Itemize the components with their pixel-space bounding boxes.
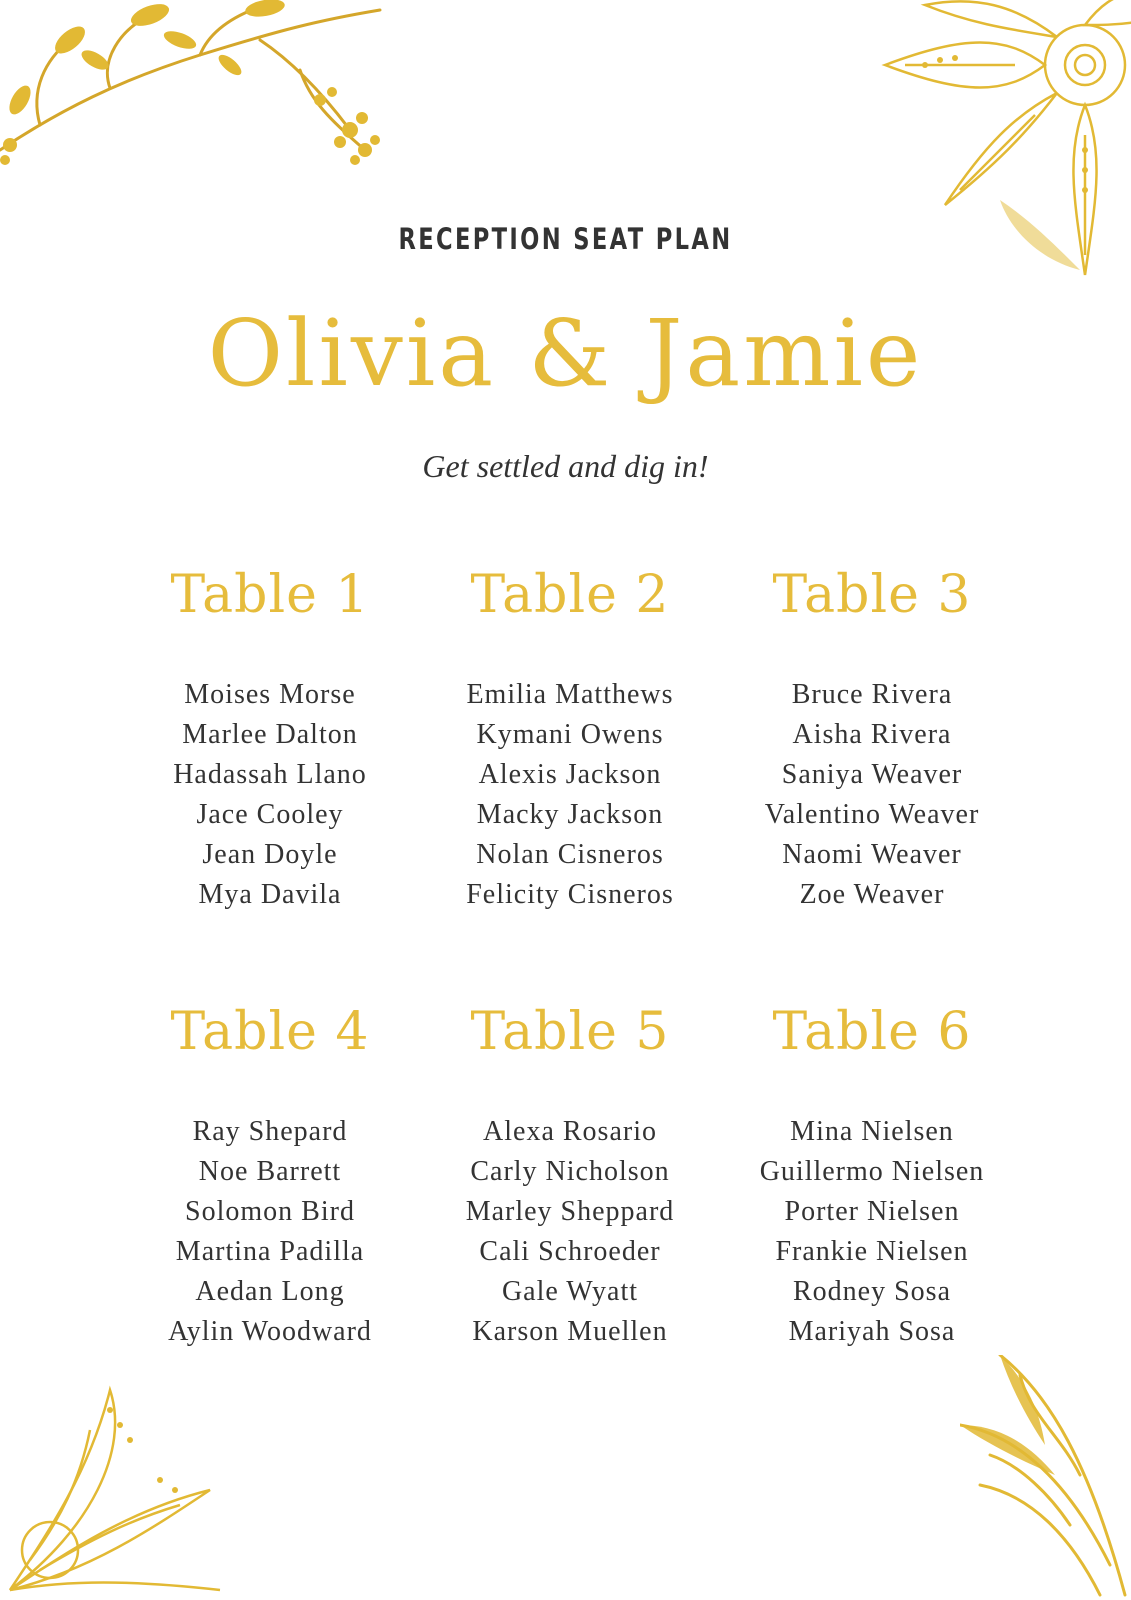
guest-name: Rodney Sosa: [793, 1276, 951, 1307]
table-title: Table 2: [470, 565, 670, 625]
guest-name: Macky Jackson: [476, 799, 664, 830]
guest-name: Marley Sheppard: [465, 1196, 675, 1227]
tagline: Get settled and dig in!: [422, 448, 709, 484]
guest-name: Porter Nielsen: [784, 1196, 960, 1227]
guest-name: Gale Wyatt: [501, 1276, 639, 1307]
guest-list: [420, 675, 720, 915]
guest-list: [120, 675, 420, 915]
table-card: [722, 1002, 1022, 1352]
guest-name: Solomon Bird: [185, 1196, 355, 1227]
guest-name: Karson Muellen: [472, 1316, 668, 1347]
guest-name: Hadassah Llano: [173, 759, 367, 790]
guest-name: Saniya Weaver: [781, 759, 963, 790]
mandala-flower-icon: [0, 1370, 230, 1600]
guest-name: Nolan Cisneros: [476, 839, 664, 870]
guest-name: Aedan Long: [195, 1276, 345, 1307]
table-card: [420, 1002, 720, 1352]
guest-name: Naomi Weaver: [782, 839, 962, 870]
guest-list: [722, 675, 1022, 915]
guest-name: Mya Davila: [198, 879, 342, 910]
guest-name: Martina Padilla: [175, 1236, 365, 1267]
guest-name: Valentino Weaver: [764, 799, 980, 830]
guest-list: [420, 1112, 720, 1352]
guest-name: Zoe Weaver: [799, 879, 945, 910]
guest-name: Jean Doyle: [202, 839, 338, 870]
guest-name: Aylin Woodward: [168, 1316, 372, 1347]
guest-name: Alexis Jackson: [478, 759, 662, 790]
guest-name: Moises Morse: [184, 679, 356, 710]
guest-name: Frankie Nielsen: [775, 1236, 969, 1267]
table-title: Table 6: [772, 1002, 972, 1062]
guest-list: [120, 1112, 420, 1352]
floral-branch-icon: [0, 0, 390, 175]
table-title: Table 4: [170, 1002, 370, 1062]
guest-name: Guillermo Nielsen: [759, 1156, 985, 1187]
guest-list: [722, 1112, 1022, 1352]
couple-names: Olivia & Jamie: [207, 300, 924, 407]
table-card: [722, 565, 1022, 915]
guest-name: Mina Nielsen: [790, 1116, 954, 1147]
guest-name: Felicity Cisneros: [466, 879, 674, 910]
guest-name: Alexa Rosario: [483, 1116, 657, 1147]
guest-name: Carly Nicholson: [470, 1156, 670, 1187]
guest-name: Mariyah Sosa: [788, 1316, 956, 1347]
table-title: Table 5: [470, 1002, 670, 1062]
table-card: [120, 565, 420, 915]
guest-name: Marlee Dalton: [182, 719, 358, 750]
guest-name: Noe Barrett: [198, 1156, 342, 1187]
guest-name: Ray Shepard: [192, 1116, 348, 1147]
table-card: [120, 1002, 420, 1352]
table-title: Table 3: [772, 565, 972, 625]
guest-name: Bruce Rivera: [791, 679, 953, 710]
table-card: [420, 565, 720, 915]
table-title: Table 1: [170, 565, 370, 625]
event-eyebrow: RECEPTION SEAT PLAN: [398, 222, 733, 256]
guest-name: Emilia Matthews: [466, 679, 674, 710]
guest-name: Kymani Owens: [476, 719, 664, 750]
guest-name: Jace Cooley: [196, 799, 344, 830]
guest-name: Cali Schroeder: [479, 1236, 661, 1267]
guest-name: Aisha Rivera: [792, 719, 952, 750]
leaf-icon: [960, 1355, 1131, 1600]
